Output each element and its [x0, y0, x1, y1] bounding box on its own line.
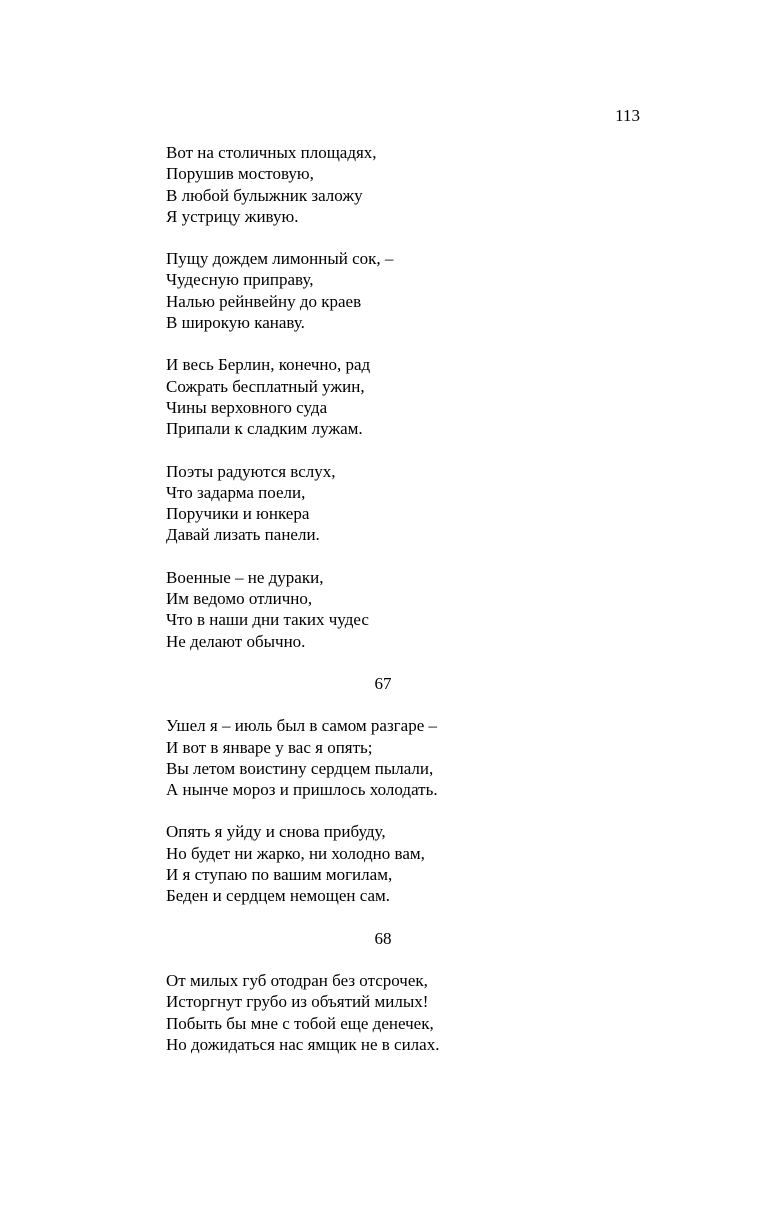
- stanza: [166, 461, 646, 546]
- poem-line: Сожрать бесплатный ужин,: [166, 376, 365, 396]
- poem-line: Военные – не дураки,: [166, 567, 324, 587]
- poem-line: И вот в январе у вас я опять;: [166, 737, 373, 757]
- stanza: [166, 142, 646, 227]
- poem-line: Побыть бы мне с тобой еще денечек,: [166, 1013, 434, 1033]
- poem-line: Я устрицу живую.: [166, 206, 299, 226]
- poem-line: Исторгнут грубо из объятий милых!: [166, 992, 429, 1012]
- poem-line: Опять я уйду и снова прибуду,: [166, 822, 386, 842]
- poem-line: В любой булыжник заложу: [166, 185, 363, 205]
- poem-line: И я ступаю по вашим могилам,: [166, 865, 393, 885]
- poem-line: Вы летом воистину сердцем пылали,: [166, 758, 434, 778]
- poem-line: Давай лизать панели.: [166, 525, 320, 545]
- poem-line: Поручики и юнкера: [166, 504, 310, 524]
- poem-line: Что задарма поели,: [166, 482, 306, 502]
- poem-line: И весь Берлин, конечно, рад: [166, 355, 371, 375]
- poem-line: Налью рейнвейну до краев: [166, 291, 362, 311]
- poem-line: Не делают обычно.: [166, 631, 306, 651]
- poem-text: [166, 142, 646, 1076]
- poem-line: В широкую канаву.: [166, 313, 305, 333]
- poem-number-heading: 67: [374, 673, 392, 693]
- poem-line: Поэты радуются вслух,: [166, 461, 336, 481]
- poem-number-heading: 68: [374, 928, 392, 948]
- poem-line: Но дожидаться нас ямщик не в силах.: [166, 1034, 440, 1054]
- poem-line: Чудесную приправу,: [166, 270, 314, 290]
- poem-line: А нынче мороз и пришлось холодать.: [166, 780, 438, 800]
- page-number: 113: [615, 106, 640, 125]
- poem-line: Ушел я – июль был в самом разгаре –: [166, 716, 437, 736]
- poem-line: Чины верховного суда: [166, 397, 328, 417]
- stanza: [166, 354, 646, 439]
- poem-line: Им ведомо отлично,: [166, 589, 313, 609]
- stanza: [166, 567, 646, 652]
- poem-line: Вот на столичных площадях,: [166, 143, 377, 162]
- stanza: [166, 970, 646, 1055]
- poem-line: Припали к сладким лужам.: [166, 419, 363, 439]
- stanza: [166, 248, 646, 333]
- stanza: [166, 821, 646, 906]
- poem-line: Беден и сердцем немощен сам.: [166, 886, 391, 906]
- poem-line: Порушив мостовую,: [166, 164, 314, 184]
- poem-line: Что в наши дни таких чудес: [166, 610, 369, 630]
- poem-line: Но будет ни жарко, ни холодно вам,: [166, 843, 425, 863]
- poem-line: Пущу дождем лимонный сок, –: [166, 249, 394, 269]
- poem-line: От милых губ отодран без отсрочек,: [166, 970, 428, 990]
- stanza: [166, 715, 646, 800]
